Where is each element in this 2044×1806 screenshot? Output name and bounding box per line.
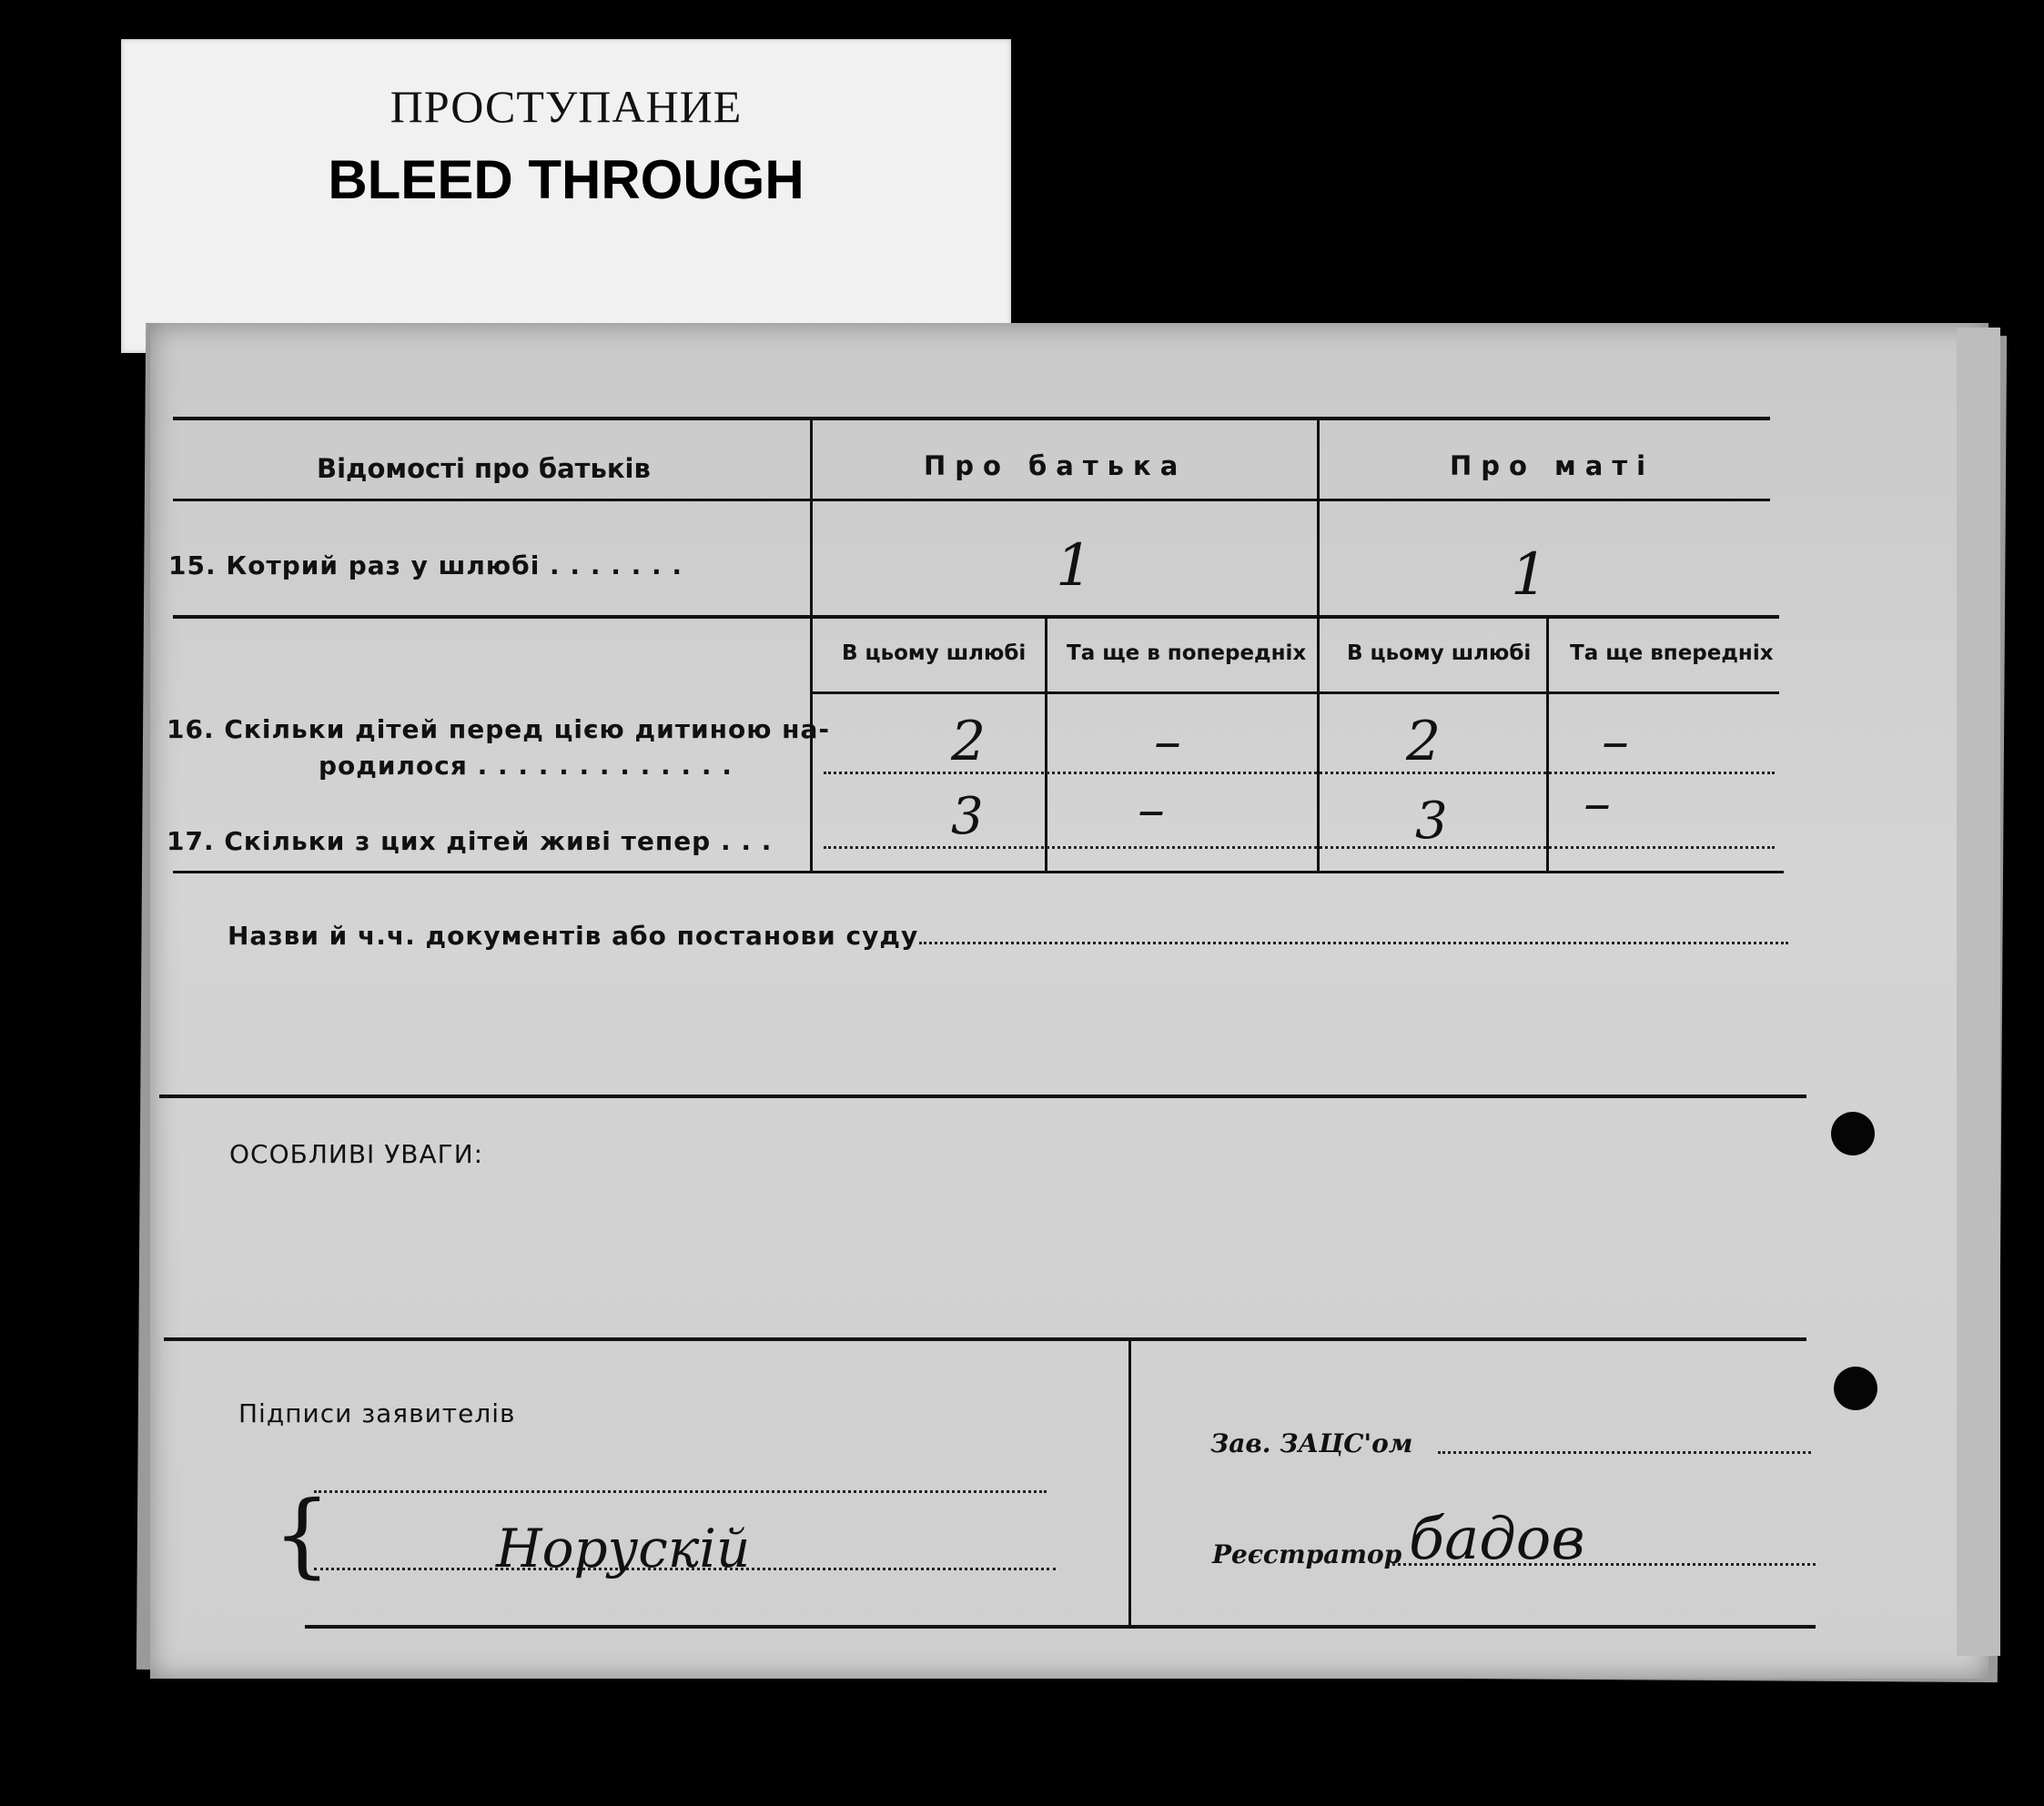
applicant-signature: Норускій — [496, 1518, 751, 1579]
row16-mother-this: 2 — [1406, 710, 1442, 773]
right-edge-strip — [1957, 328, 2000, 1656]
top-rule — [173, 417, 1770, 420]
header-father: Про батька — [924, 450, 1188, 481]
subheader-father-previous: Та ще в попередніх — [1067, 641, 1307, 665]
subheader-father-this-marriage: В цьому шлюбі — [842, 641, 1027, 665]
applicant-signature-line-1 — [314, 1490, 1047, 1493]
form-sheet — [150, 323, 1988, 1679]
row17-label: 17. Скільки з цих дітей живі тепер . . . — [167, 826, 773, 856]
special-notes-label: ОСОБЛИВІ УВАГИ: — [229, 1139, 484, 1169]
row16-father-prev: – — [1154, 710, 1181, 773]
registrar-label: Реєстратор — [1212, 1539, 1402, 1569]
punch-hole-top — [1831, 1112, 1875, 1155]
col-divider-3 — [1045, 619, 1047, 873]
header-bottom-rule — [173, 499, 1770, 501]
head-signature-line — [1438, 1451, 1811, 1454]
header-mother: Про маті — [1450, 450, 1655, 481]
subheader-mother-previous: Та ще впередніх — [1570, 641, 1774, 665]
header-parents-info: Відомості про батьків — [317, 453, 651, 484]
subheader-bottom-rule — [810, 691, 1779, 694]
slip-english-text: BLEED THROUGH — [328, 149, 804, 210]
row15-label: 15. Котрий раз у шлюбі . . . . . . . — [168, 550, 683, 580]
label-slip — [121, 39, 1011, 353]
row17-bottom-rule — [173, 871, 1784, 873]
row17-father-this: 3 — [951, 787, 984, 846]
row16-mother-prev: – — [1602, 710, 1629, 773]
bottom-rule — [305, 1625, 1816, 1629]
row15-bottom-rule — [173, 615, 1779, 619]
row15-father-value: 1 — [1056, 532, 1093, 600]
col-divider-4 — [1546, 619, 1549, 873]
registrar-signature: бадов — [1409, 1506, 1585, 1573]
subheader-mother-this-marriage: В цьому шлюбі — [1347, 641, 1532, 665]
row17-mother-prev: – — [1584, 772, 1611, 835]
special-notes-top-rule — [159, 1095, 1806, 1098]
row16-label-line2: родилося . . . . . . . . . . . . . — [319, 751, 733, 781]
row16-label-line1: 16. Скільки дітей перед цією дитиною на- — [167, 714, 831, 744]
documents-label: Назви й ч.ч. документів або постанови суду — [228, 921, 919, 951]
row16-dotted-line — [824, 772, 1775, 774]
row16-father-this: 2 — [951, 710, 987, 773]
col-divider-1 — [810, 419, 813, 873]
brace-mark: { — [273, 1481, 331, 1588]
punch-hole-bottom — [1834, 1367, 1877, 1410]
head-of-registry-label: Зав. ЗАЦС'ом — [1210, 1428, 1413, 1458]
signature-divider — [1128, 1339, 1131, 1626]
row17-dotted-line — [824, 846, 1775, 849]
row17-mother-this: 3 — [1415, 792, 1448, 851]
row15-mother-value: 1 — [1511, 541, 1548, 609]
documents-dotted-line — [919, 942, 1788, 944]
slip-russian-text: ПРОСТУПАНИЕ — [390, 81, 743, 132]
special-notes-bottom-rule — [164, 1337, 1806, 1341]
col-divider-2 — [1317, 419, 1320, 873]
applicants-signatures-label: Підписи заявителів — [238, 1398, 516, 1428]
row17-father-prev: – — [1138, 778, 1165, 842]
